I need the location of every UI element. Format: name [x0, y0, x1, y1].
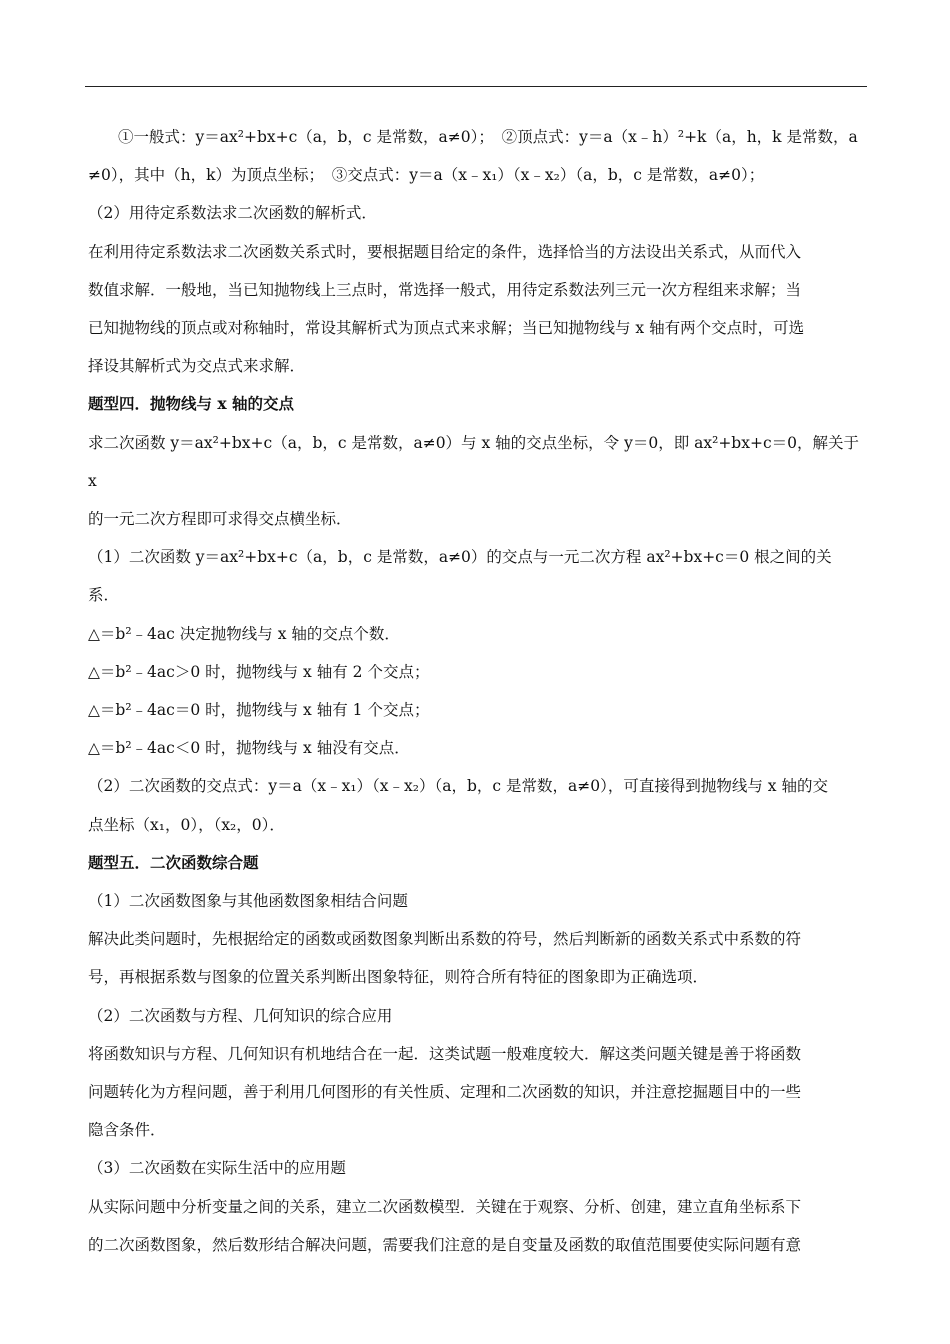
text-line: 的一元二次方程即可求得交点横坐标． — [88, 510, 352, 529]
text-line: （2）二次函数的交点式：y＝a（x﹣x₁）（x﹣x₂）（a，b，c 是常数，a≠0），可直接得到抛物线与 x 轴的交 — [88, 777, 828, 796]
document-body — [88, 118, 868, 1264]
text-line: △＝b²﹣4ac＞0 时，抛物线与 x 轴有 2 个交点； — [88, 662, 430, 681]
text-line: （2）用待定系数法求二次函数的解析式． — [88, 204, 377, 223]
section-heading: 题型五．二次函数综合题 — [88, 852, 259, 872]
header-rule — [85, 86, 867, 87]
text-line: 数值求解．一般地，当已知抛物线上三点时，常选择一般式，用待定系数法列三元一次方程组来求解；当 — [88, 280, 802, 299]
text-line: 的二次函数图象，然后数形结合解决问题，需要我们注意的是自变量及函数的取值范围要使实际问题有意 — [88, 1235, 802, 1254]
text-line: 将函数知识与方程、几何知识有机地结合在一起．这类试题一般难度较大．解这类问题关键是善于将函数 — [88, 1044, 802, 1063]
text-line: （1）二次函数图象与其他函数图象相结合问题 — [88, 892, 408, 911]
text-line: （1）二次函数 y＝ax²+bx+c（a，b，c 是常数，a≠0）的交点与一元二次方程 ax²+bx+c＝0 根之间的关 — [88, 548, 832, 567]
text-line: 问题转化为方程问题，善于利用几何图形的有关性质、定理和二次函数的知识，并注意挖掘题目中的一些 — [88, 1083, 802, 1102]
text-line: △＝b²﹣4ac＝0 时，抛物线与 x 轴有 1 个交点； — [88, 701, 430, 720]
section-heading: 题型四．抛物线与 x 轴的交点 — [88, 394, 295, 414]
text-line: ≠0），其中（h，k）为顶点坐标； ③交点式：y＝a（x﹣x₁）（x﹣x₂）（a，b，c 是常数，a≠0）； — [88, 166, 765, 185]
text-line: 在利用待定系数法求二次函数关系式时，要根据题目给定的条件，选择恰当的方法设出关系式，从而代入 — [88, 242, 802, 261]
text-line: 从实际问题中分析变量之间的关系，建立二次函数模型．关键在于观察、分析、创建，建立直角坐标系下 — [88, 1197, 802, 1216]
text-line: 隐含条件． — [88, 1121, 166, 1140]
text-line: 求二次函数 y＝ax²+bx+c（a，b，c 是常数，a≠0）与 x 轴的交点坐标，令 y＝0，即 ax²+bx+c＝0，解关于 x — [88, 433, 860, 490]
text-line: （2）二次函数与方程、几何知识的综合应用 — [88, 1006, 393, 1025]
text-line: 已知抛物线的顶点或对称轴时，常设其解析式为顶点式来求解；当已知抛物线与 x 轴有两个交点时，可选 — [88, 319, 805, 338]
text-line: 择设其解析式为交点式来求解． — [88, 357, 306, 376]
text-line: 点坐标（x₁，0），（x₂，0）． — [88, 815, 285, 834]
text-line: 系． — [88, 586, 120, 605]
text-line: △＝b²﹣4ac 决定抛物线与 x 轴的交点个数． — [88, 624, 400, 643]
text-line: △＝b²﹣4ac＜0 时，抛物线与 x 轴没有交点． — [88, 739, 410, 758]
text-line: ①一般式：y＝ax²+bx+c（a，b，c 是常数，a≠0）； ②顶点式：y＝a（x﹣h）²+k（a，h，k 是常数，a — [118, 128, 858, 146]
text-line: （3）二次函数在实际生活中的应用题 — [88, 1159, 346, 1178]
text-line: 号，再根据系数与图象的位置关系判断出图象特征，则符合所有特征的图象即为正确选项． — [88, 968, 709, 987]
text-line: 解决此类问题时，先根据给定的函数或函数图象判断出系数的符号，然后判断新的函数关系式中系数的符 — [88, 930, 802, 949]
